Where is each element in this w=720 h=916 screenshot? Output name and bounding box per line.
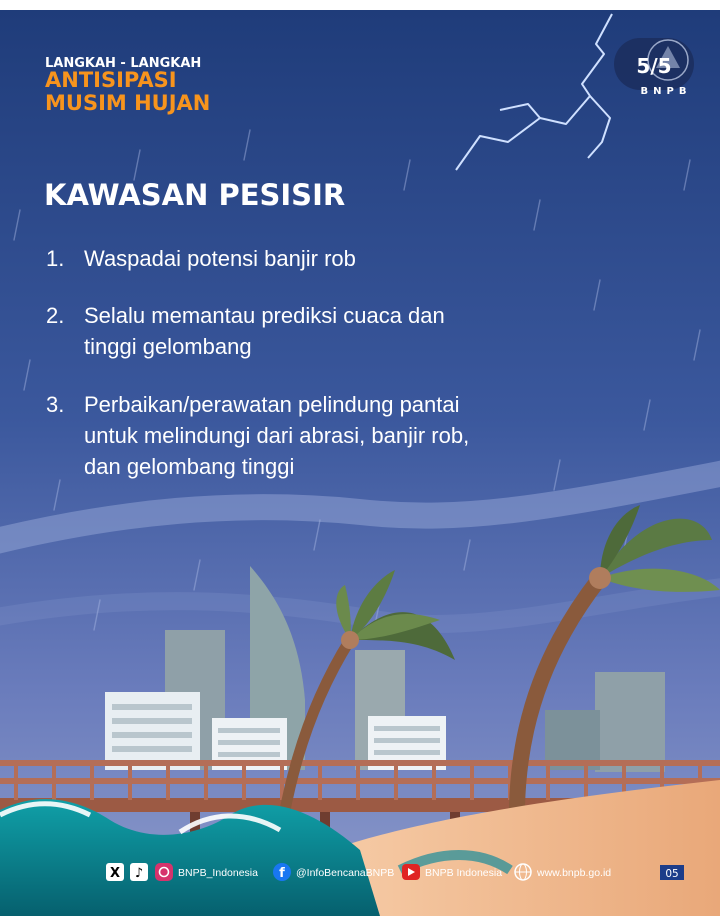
section-title: KAWASAN PESISIR [44, 178, 346, 212]
item-line: untuk melindungi dari abrasi, banjir rob, [84, 423, 470, 448]
instagram-icon[interactable] [155, 863, 173, 881]
instagram-label[interactable]: BNPB_Indonesia [178, 867, 258, 879]
svg-text:X: X [109, 866, 121, 881]
item-number: 3. [46, 392, 65, 417]
pager-label: 5/5 [636, 54, 672, 78]
eyebrow-text: LANGKAH - LANGKAH [45, 56, 202, 71]
logo-text: BNPB [640, 86, 692, 97]
website-label[interactable]: www.bnpb.go.id [537, 867, 612, 879]
headline-line-1: ANTISIPASI [45, 68, 177, 92]
svg-text:♪: ♪ [134, 866, 144, 881]
item-line: Waspadai potensi banjir rob [84, 246, 356, 271]
page-number: 05 [665, 868, 679, 880]
item-line: tinggi gelombang [84, 334, 252, 359]
youtube-label[interactable]: BNPB Indonesia [425, 867, 503, 879]
item-line: Perbaikan/perawatan pelindung pantai [84, 392, 460, 417]
item-number: 1. [46, 246, 65, 271]
svg-text:f: f [279, 866, 285, 881]
item-line: dan gelombang tinggi [84, 454, 295, 479]
headline-line-2: MUSIM HUJAN [45, 91, 211, 115]
item-line: Selalu memantau prediksi cuaca dan [84, 303, 445, 328]
item-number: 2. [46, 303, 65, 328]
facebook-label[interactable]: @InfoBencanaBNPB [296, 867, 395, 879]
